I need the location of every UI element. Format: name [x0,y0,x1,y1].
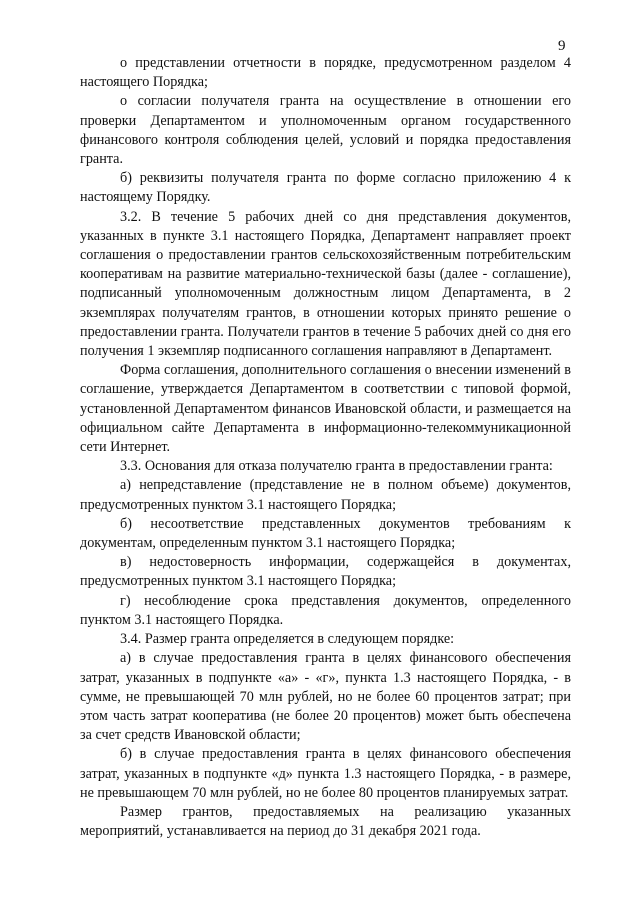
paragraph-3-3-b: б) несоответствие представленных документов требованиям к документам, определенным пунктом 3.1 настоящего Порядка; [80,515,571,552]
paragraph-grant-period: Размер грантов, предоставляемых на реализацию указанных мероприятий, устанавливается на период до 31 декабря 2021 года. [80,803,571,840]
paragraph-3-2: 3.2. В течение 5 рабочих дней со дня представления документов, указанных в пункте 3.1 настоящего Порядка, Департамент направляет проект соглашения о предоставлении грантов сельскохозяйственным потребительским кооперативам на развитие материально-технической базы (далее - соглашение), подписанный уполномоченным должностным лицом Департамента, в 2 экземплярах получателям грантов, в отношении которых принято решение о предоставлении гранта. Получатели грантов в течение 5 рабочих дней со дня его получения 1 экземпляр подписанного соглашения направляют в Департамент. [80,208,571,360]
paragraph-3-3-g: г) несоблюдение срока представления документов, определенного пунктом 3.1 настоящего Порядка. [80,592,571,628]
page-number: 9 [558,38,566,54]
paragraph-3-3-v: в) недостоверность информации, содержащейся в документах, предусмотренных пунктом 3.1 настоящего Порядка; [80,554,571,590]
paragraph-3-3-a: а) непредставление (представление не в полном объеме) документов, предусмотренных пунктом 3.1 настоящего Порядка; [80,477,571,513]
paragraph-reporting: о представлении отчетности в порядке, предусмотренном разделом 4 настоящего Порядка; [80,55,571,91]
paragraph-consent-to-audit: о согласии получателя гранта на осуществление в отношении его проверки Департаментом и уполномоченным органом государственного финансового контроля соблюдения целей, условий и порядка предоставления гранта. [80,93,571,168]
paragraph-3-3: 3.3. Основания для отказа получателю гранта в предоставлении гранта: [120,458,553,475]
paragraph-3-4: 3.4. Размер гранта определяется в следующем порядке: [120,631,455,648]
document-body [80,54,571,841]
paragraph-3-4-a: а) в случае предоставления гранта в целях финансового обеспечения затрат, указанных в подпункте «а» - «г», пункта 1.3 настоящего Порядка, - в сумме, не превышающей 70 млн рублей, но не более 60 процентов затрат; при этом часть затрат кооператива (не более 20 процентов) может быть обеспечена за счет средств Ивановской области; [80,650,571,744]
paragraph-requisites: б) реквизиты получателя гранта по форме согласно приложению 4 к настоящему Порядку. [80,170,571,206]
paragraph-agreement-form: Форма соглашения, дополнительного соглашения о внесении изменений в соглашение, утверждается Департаментом в соответствии с типовой формой, установленной Департаментом финансов Ивановской области, и размещается на официальном сайте Департамента в информационно-телекоммуникационной сети Интернет. [80,362,571,456]
paragraph-3-4-b: б) в случае предоставления гранта в целях финансового обеспечения затрат, указанных в подпункте «д» пункта 1.3 настоящего Порядка, - в размере, не превышающем 70 млн рублей, но не более 80 процентов планируемых затрат. [80,746,571,801]
